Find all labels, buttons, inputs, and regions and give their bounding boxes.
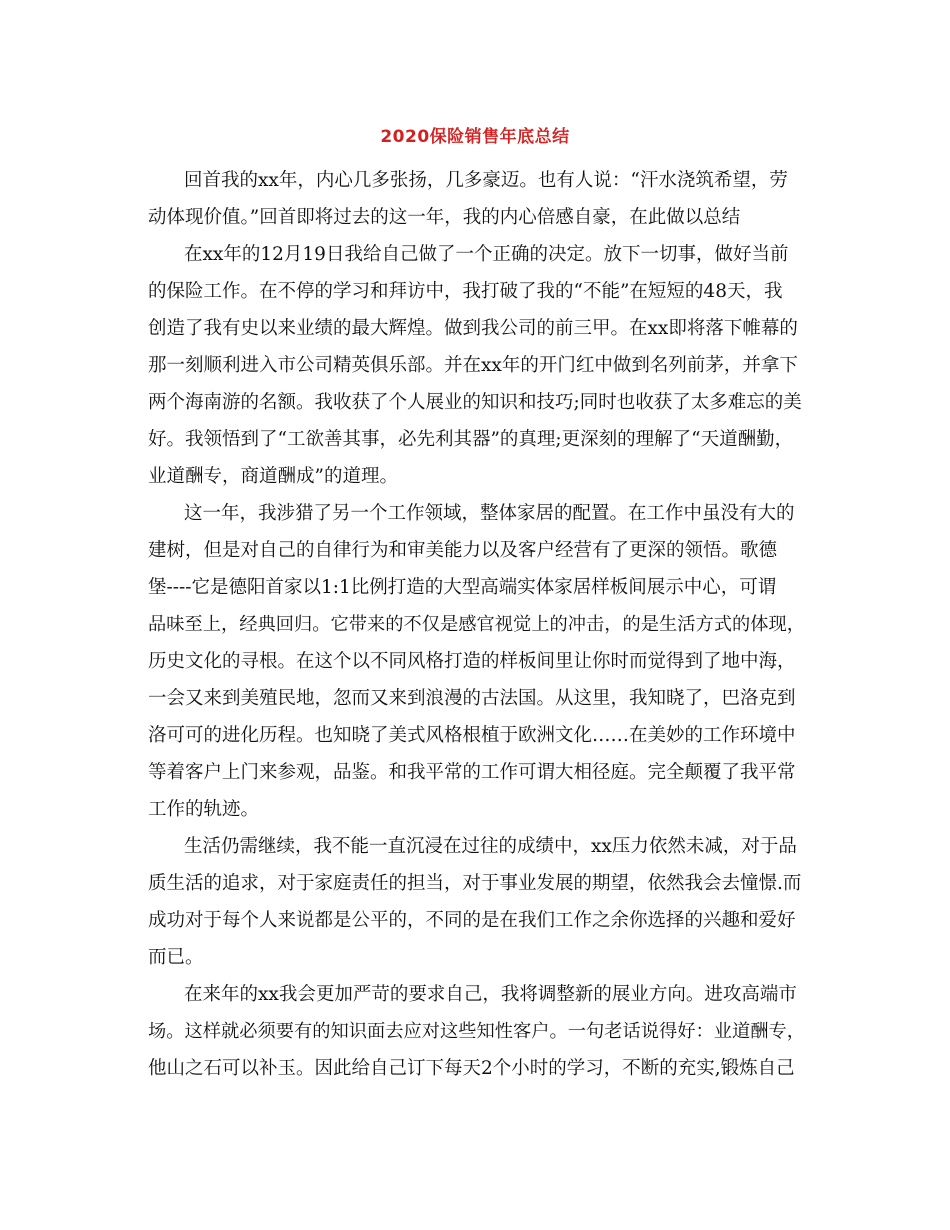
text-line: 堡----它是德阳首家以1:1比例打造的大型高端实体家居样板间展示中心，可谓	[148, 577, 777, 598]
text-line: 在xx年的12月19日我给自己做了一个正确的决定。放下一切事，做好当前	[184, 244, 789, 265]
text-line: 好。我领悟到了“工欲善其事，必先利其器”的真理;更深刻的理解了“天道酬勤，	[148, 429, 794, 450]
text-line: 创造了我有史以来业绩的最大辉煌。做到我公司的前三甲。在xx即将落下帷幕的	[148, 318, 798, 339]
text-line: 这一年，我涉猎了另一个工作领域，整体家居的配置。在工作中虽没有大的	[184, 503, 795, 524]
text-line: 建树，但是对自己的自律行为和审美能力以及客户经营有了更深的领悟。歌德	[148, 540, 778, 561]
text-line: 工作的轨迹。	[148, 799, 260, 820]
text-line: 在来年的xx我会更加严苛的要求自己，我将调整新的展业方向。进攻高端市	[184, 984, 797, 1005]
page-title: 2020保险销售年底总结	[380, 127, 570, 147]
text-line: 两个海南游的名额。我收获了个人展业的知识和技巧;同时也收获了太多难忘的美	[148, 392, 802, 413]
text-line: 历史文化的寻根。在这个以不同风格打造的样板间里让你时而觉得到了地中海，	[148, 651, 796, 672]
text-line: 他山之石可以补玉。因此给自己订下每天2个小时的学习，不断的充实,锻炼自己	[148, 1058, 795, 1079]
text-line: 品味至上，经典回归。它带来的不仅是感官视觉上的冲击，的是生活方式的体现，	[148, 614, 805, 635]
text-line: 成功对于每个人来说都是公平的，不同的是在我们工作之余你选择的兴趣和爱好	[148, 910, 796, 931]
text-line: 而已。	[148, 947, 204, 968]
text-line: 一会又来到美殖民地，忽而又来到浪漫的古法国。从这里，我知晓了，巴洛克到	[148, 688, 796, 709]
text-line: 洛可可的进化历程。也知晓了美式风格根植于欧洲文化……在美妙的工作环境中	[148, 725, 796, 746]
text-line: 的保险工作。在不停的学习和拜访中，我打破了我的“不能”在短短的48天，我	[148, 281, 783, 302]
document-body	[148, 162, 808, 1087]
text-line: 质生活的追求，对于家庭责任的担当，对于事业发展的期望，依然我会去憧憬.而	[148, 873, 802, 894]
text-line: 那一刻顺利进入市公司精英俱乐部。并在xx年的开门红中做到名列前茅，并拿下	[148, 355, 798, 376]
text-line: 等着客户上门来参观，品鉴。和我平常的工作可谓大相径庭。完全颠覆了我平常	[148, 762, 796, 783]
text-line: 动体现价值。”回首即将过去的这一年，我的内心倍感自豪，在此做以总结	[148, 207, 741, 228]
text-line: 场。这样就必须要有的知识面去应对这些知性客户。一句老话说得好：业道酬专，	[148, 1021, 805, 1042]
text-line: 业道酬专，商道酬成”的道理。	[148, 466, 398, 487]
text-line: 回首我的xx年，内心几多张扬，几多豪迈。也有人说：“汗水浇筑希望，劳	[184, 170, 788, 191]
text-line: 生活仍需继续，我不能一直沉浸在过往的成绩中，xx压力依然未减，对于品	[184, 836, 797, 857]
